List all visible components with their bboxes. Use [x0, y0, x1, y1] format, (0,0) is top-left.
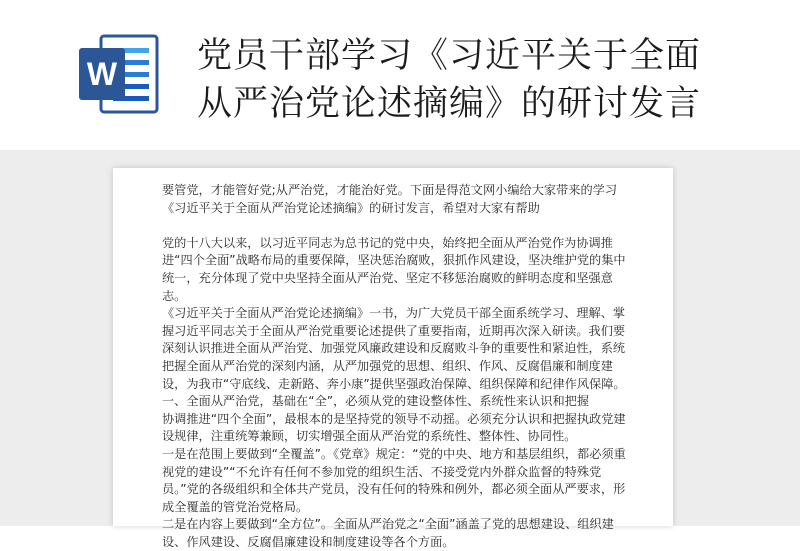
paragraph: 《习近平关于全面从严治党论述摘编》一书，为广大党员干部全面系统学习、理解、掌握习近平同志关于全面从严治党重要论述提供了重要指南，近期再次深入研读。我们要深刻认识推进全面从严治党、加强党风廉政建设和反腐败斗争的重要性和紧迫性，系统把握全面从严治党的深刻内涵，从严加强党的思想、组织、作风、反腐倡廉和制度建设，为我市“守底线、走新路、奔小康”提供坚强政治保障、组织保障和纪律作风保障。 [162, 306, 626, 391]
word-document-icon [75, 30, 163, 118]
title-line-1: 党员干部学习《习近平关于全面 [197, 36, 702, 76]
paragraph-intro: 要管党，才能管好党;从严治党，才能治好党。下面是得范文网小编给大家带来的学习《习近平关于全面从严治党论述摘编》的研讨发言，希望对大家有帮助 [162, 183, 618, 215]
section-heading: 一、全面从严治党，基础在“全”，必须从党的建设整体性、系统性来认识和把握 [162, 394, 590, 409]
title-line-2: 从严治党论述摘编》的研讨发言 [197, 84, 702, 124]
paragraph: 协调推进“四个全面”，最根本的是坚持党的领导不动摇。必须充分认识和把握执政党建设规律，注重统筹兼顾，切实增强全面从严治党的系统性、整体性、协同性。 [162, 411, 626, 444]
document-body [162, 182, 630, 551]
paragraph: 二是在内容上要做到“全方位”。全面从严治党之“全面”涵盖了党的思想建设、组织建设、作风建设、反腐倡廉建设和制度建设等各个方面。 [162, 517, 614, 549]
document-page [113, 168, 673, 549]
paragraph: 一是在范围上要做到“全覆盖”。《党章》规定：“党的中央、地方和基层组织，都必须重视党的建设”“不允许有任何不参加党的组织生活、不接受党内外群众监督的特殊党员。”党的各级组织和全体共产党员，没有任何的特殊和例外，都必须全面从严要求，形成全覆盖的管党治党格局。 [162, 446, 626, 514]
word-letter: W [86, 56, 118, 92]
paragraph-gap [162, 217, 630, 235]
header-banner [0, 0, 800, 150]
paragraph: 党的十八大以来，以习近平同志为总书记的党中央，始终把全面从严治党作为协调推进“四个全面”战略布局的重要保障，坚决惩治腐败，狠抓作风建设，坚决维护党的集中统一，充分体现了党中央坚持全面从严治党、坚定不移惩治腐败的鲜明态度和坚强意志。 [162, 235, 626, 303]
page-title [197, 32, 787, 128]
